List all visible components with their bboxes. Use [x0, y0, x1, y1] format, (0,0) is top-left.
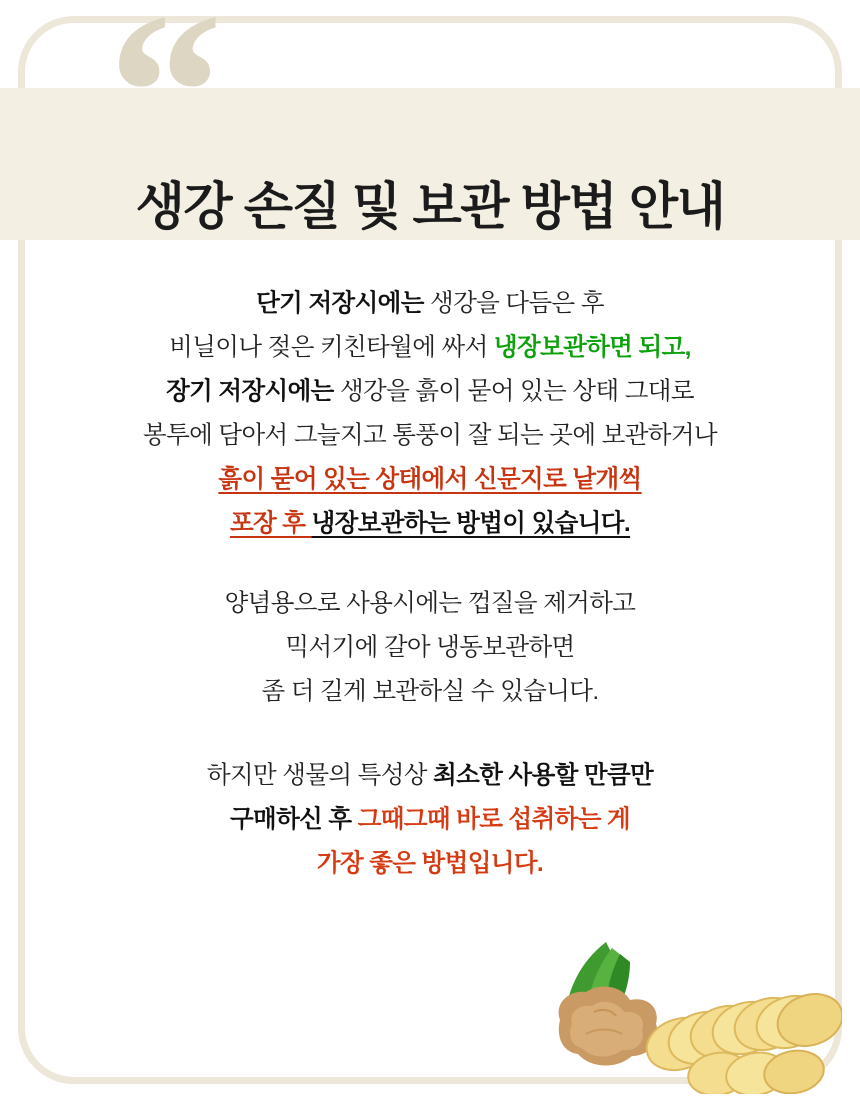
text-run: 구매하신 후 — [229, 806, 358, 833]
text-run: 최소한 사용할 만큼만 — [433, 762, 654, 789]
text-run-underline-black: 냉장보관하는 방법이 있습니다. — [311, 510, 631, 537]
paragraph-spacer — [40, 546, 820, 582]
text-line — [317, 850, 543, 877]
paragraph-seasoning-use — [40, 582, 820, 714]
text-line — [207, 762, 653, 789]
paragraph-storage-methods — [40, 282, 820, 546]
text-line — [218, 466, 641, 493]
text-run: 장기 저장시에는 — [166, 378, 340, 405]
text-line — [256, 290, 604, 317]
text-run-highlight-green: 냉장보관하면 되고, — [493, 334, 691, 361]
body-content — [40, 282, 820, 886]
paragraph-spacer — [40, 714, 820, 754]
text-line: 좀 더 길게 보관하실 수 있습니다. — [261, 678, 599, 705]
text-run: 비닐이나 젖은 키친타월에 싸서 — [169, 334, 494, 361]
page-title: 생강 손질 및 보관 방법 안내 — [135, 178, 725, 236]
text-line: 믹서기에 갈아 냉동보관하면 — [285, 634, 575, 661]
text-line — [143, 422, 717, 449]
ginger-root-illustration — [542, 924, 842, 1094]
text-run: 생강을 흙이 묻어 있는 상태 그대로 — [339, 378, 694, 405]
text-line — [169, 334, 691, 361]
text-line: 양념용으로 사용시에는 껍질을 제거하고 — [224, 590, 636, 617]
text-run-underline-red: 흙이 묻어 있는 상태에서 신문지로 낱개씩 — [218, 466, 642, 493]
text-run: 단기 저장시에는 — [256, 290, 430, 317]
text-run-highlight-red: 그때그때 바로 섭취하는 게 — [357, 806, 631, 833]
text-run-highlight-red: 가장 좋은 방법입니다. — [316, 850, 544, 877]
text-line — [166, 378, 694, 405]
text-run: 생강을 다듬은 후 — [430, 290, 604, 317]
text-run-underline-red: 포장 후 — [229, 510, 312, 537]
text-line — [230, 806, 630, 833]
paragraph-recommendation — [40, 754, 820, 886]
text-line — [230, 510, 630, 537]
quotation-mark-icon: “ — [108, 0, 229, 220]
text-run: 봉투에 담아서 그늘지고 통풍이 잘 되는 곳에 보관하거나 — [143, 422, 717, 449]
text-run: 하지만 생물의 특성상 — [206, 762, 434, 789]
